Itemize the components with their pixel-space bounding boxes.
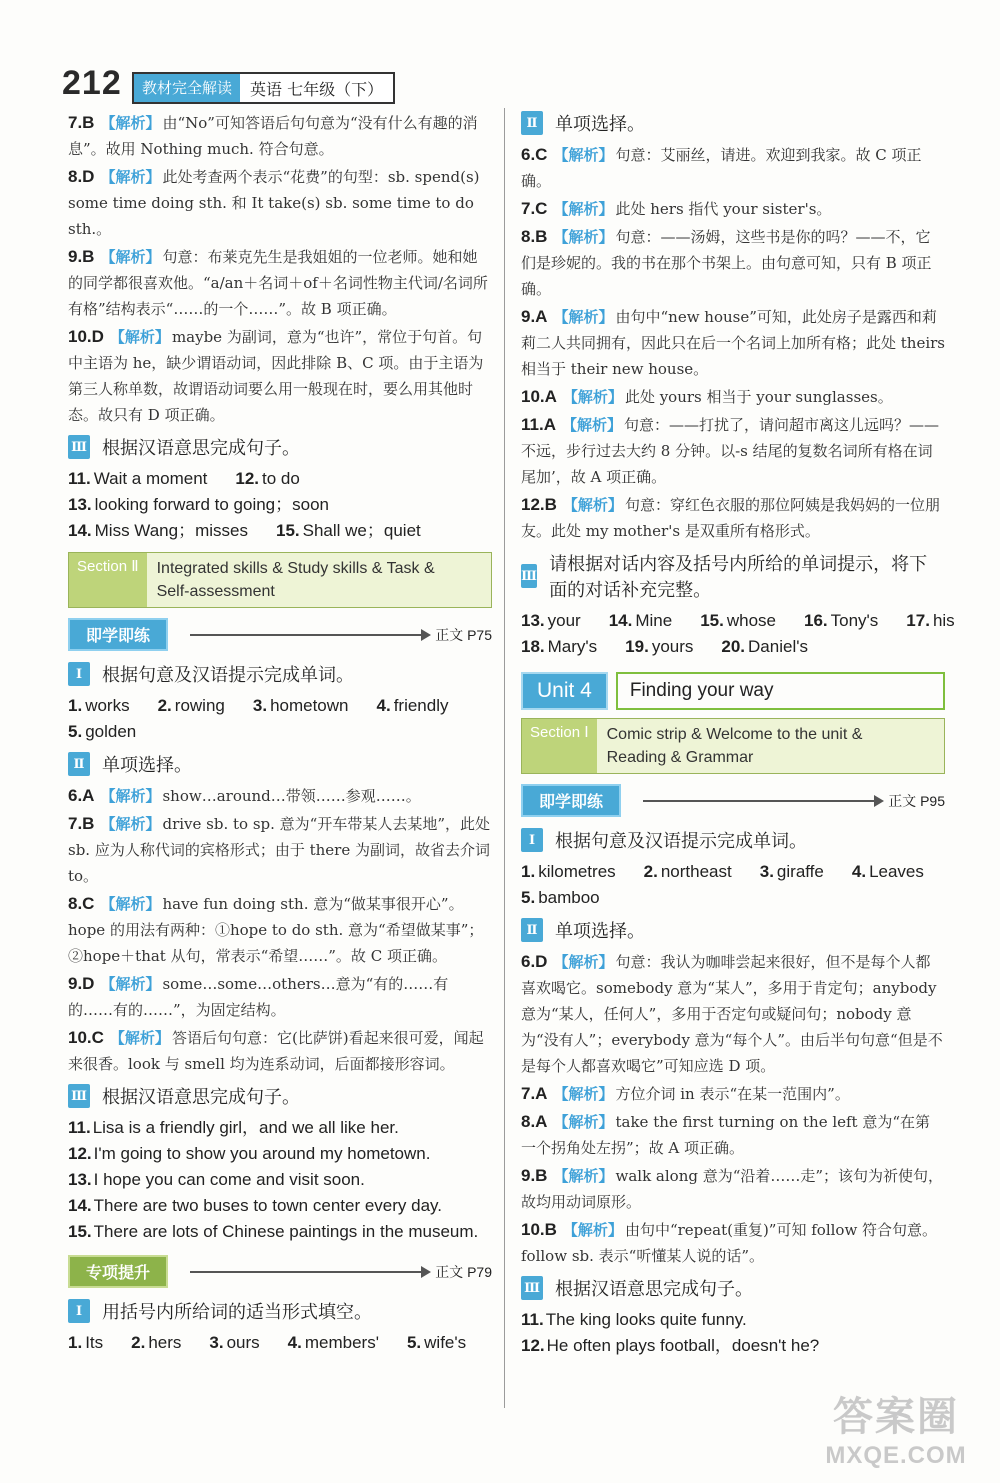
watermark-logo-text: 答案圈 (833, 1394, 959, 1440)
answer-sentence (68, 1141, 492, 1167)
analysis-tag: 【解析】 (100, 114, 161, 132)
list-item (521, 492, 945, 544)
answer-number: 13. (521, 611, 545, 630)
item-number: 11.A (521, 415, 556, 434)
item-number: 7.A (521, 1084, 548, 1103)
answer-number: 19. (625, 637, 649, 656)
section-heading (521, 917, 945, 943)
answer-number: 5. (521, 888, 536, 907)
answer-number: 15. (275, 521, 300, 540)
item-number: 9.B (521, 1166, 548, 1185)
list-item (68, 783, 492, 809)
answer-text: to do (262, 469, 300, 488)
practice-bar (68, 618, 492, 651)
practice-label: 即学即练 (68, 618, 168, 651)
answer-text: Leaves (869, 862, 924, 881)
item-text: maybe 为副词，意为“也许”，常位于句首。句中主语为 he，缺少谓语动词，因此排除 B、C 项。由于主语为第三人称单数，故谓语动词要么用一般现在时，要么用其他时态。故只有 D 项正确。 (68, 328, 484, 424)
analysis-tag: 【解析】 (100, 815, 161, 833)
answer-number: 1. (521, 862, 536, 881)
answer-sentence (68, 1193, 492, 1219)
answer-text: rowing (174, 696, 225, 715)
answer-text: hers (148, 1333, 182, 1352)
answer-number: 11. (68, 469, 91, 488)
analysis-tag: 【解析】 (100, 895, 161, 913)
item-number: 10.C (68, 1028, 104, 1047)
answer-text: wife's (424, 1333, 467, 1352)
item-text: 由“No”可知答语后句句意为“没有什么有趣的消息”。故用 Nothing much. 符合句意。 (68, 114, 478, 158)
item-number: 7.B (68, 113, 95, 132)
answer-row (68, 719, 492, 745)
item-number: 6.C (521, 145, 548, 164)
roman-numeral-badge: Ⅱ (521, 918, 543, 942)
item-text: 答语后句句意：它(比萨饼)看起来很可爱，闻起来很香。look 与 smell 均为连系动词，后面都接形容词。 (68, 1029, 484, 1073)
list-item (521, 304, 945, 382)
analysis-tag: 【解析】 (109, 328, 170, 346)
answer-text: kilometres (538, 862, 616, 881)
answer-text: Shall we；quiet (302, 521, 421, 540)
answer-text: Tony's (830, 611, 879, 630)
list-item (68, 891, 492, 969)
item-number: 9.B (68, 247, 95, 266)
roman-numeral-badge: Ⅱ (521, 111, 543, 135)
answer-text: members' (304, 1333, 379, 1352)
analysis-tag: 【解析】 (553, 1167, 614, 1185)
section-heading (68, 1083, 492, 1109)
item-number: 9.D (68, 974, 95, 993)
section-heading (521, 827, 945, 853)
analysis-tag: 【解析】 (100, 787, 161, 805)
answer-text: Daniel's (748, 637, 808, 656)
column-divider (504, 108, 505, 1408)
section-title: 根据句意及汉语提示完成单词。 (555, 831, 807, 852)
list-item (521, 412, 945, 490)
item-number: 7.C (521, 199, 548, 218)
item-text: 此处 hers 指代 your sister's。 (615, 200, 832, 218)
list-item (68, 971, 492, 1023)
watermark-domain: MXQE.COM (825, 1442, 967, 1469)
section-title: 单项选择。 (555, 114, 645, 135)
item-number: 8.A (521, 1112, 548, 1131)
answer-number: 4. (376, 696, 391, 715)
section-heading (521, 110, 945, 136)
unit-badge: Unit 4 (521, 672, 608, 710)
analysis-tag: 【解析】 (553, 146, 614, 164)
analysis-tag: 【解析】 (100, 975, 161, 993)
answer-number: 12. (235, 469, 260, 488)
answer-text: giraffe (776, 862, 824, 881)
roman-numeral-badge: Ⅱ (68, 752, 90, 776)
answer-number: 5. (406, 1333, 422, 1352)
arrow-icon (190, 1271, 429, 1273)
answer-text: There are two buses to town center every day. (93, 1196, 442, 1215)
arrow-icon (643, 800, 882, 802)
analysis-tag: 【解析】 (562, 496, 623, 514)
answer-text: works (85, 696, 130, 715)
answer-row (521, 634, 945, 660)
section-label: Section Ⅱ (69, 553, 147, 607)
item-text: 由句中“repeat(重复)”可知 follow 符合句意。follow sb. 表示“听懂某人说的话”。 (521, 1221, 938, 1265)
answer-number: 16. (804, 611, 828, 630)
answer-sentence (521, 1333, 945, 1359)
answer-row (68, 466, 492, 492)
answer-row (521, 859, 945, 885)
answer-number: 13. (68, 1170, 92, 1189)
answer-text: hometown (270, 696, 349, 715)
arrow-icon (190, 634, 429, 636)
item-number: 9.A (521, 307, 548, 326)
answer-text: Mine (635, 611, 673, 630)
subject-label: 英语 七年级（下） (240, 74, 393, 102)
answer-number: 2. (131, 1333, 146, 1352)
answer-sentence (68, 1115, 492, 1141)
answer-number: 14. (68, 1196, 92, 1215)
section-heading (68, 751, 492, 777)
section-heading (68, 661, 492, 687)
answer-text: his (932, 611, 955, 630)
list-item (68, 811, 492, 889)
unit-title: Finding your way (616, 672, 945, 710)
item-number: 10.A (521, 387, 557, 406)
item-number: 8.C (68, 894, 95, 913)
section-heading (521, 550, 945, 602)
page-reference: 正文 P75 (435, 626, 492, 643)
left-column (68, 110, 492, 1356)
answer-sentence (68, 1167, 492, 1193)
answer-number: 14. (608, 611, 633, 630)
answer-number: 12. (68, 1144, 92, 1163)
item-text: 由句中“new house”可知，此处房子是露西和莉莉二人共同拥有，因此只在后一个名词上加所有格；此处 theirs 相当于 their new house。 (521, 308, 946, 378)
section-topic-line: Reading & Grammar (606, 749, 754, 766)
answer-number: 3. (252, 696, 268, 715)
page-header (0, 0, 1000, 100)
section-label: Section Ⅰ (522, 719, 597, 773)
item-text: 句意：我认为咖啡尝起来很好，但不是每个人都喜欢喝它。somebody 意为“某人”，多用于肯定句；anybody 意为“某人，任何人”，多用于否定句或疑问句；nobody 意为“没有人”；everybody 意为“每个人”。由后半句句意“但是不是每个人都喜欢喝它”可知应选 D 项。 (521, 953, 943, 1075)
analysis-tag: 【解析】 (562, 1221, 623, 1239)
section-title: 单项选择。 (555, 921, 645, 942)
answer-number: 11. (68, 1118, 91, 1137)
site-watermark (806, 1385, 986, 1477)
practice-bar (68, 1255, 492, 1288)
item-text: take the first turning on the left 意为“在第一个拐角处左拐”；故 A 项正确。 (521, 1113, 931, 1157)
item-text: 此处考查两个表示“花费”的句型：sb. spend(s) some time doing sth. 和 It take(s) sb. some time to do sth.。 (68, 168, 480, 238)
list-item (521, 1217, 945, 1269)
section-topic-line: Integrated skills & Study skills & Task & (156, 560, 435, 577)
answer-number: 4. (851, 862, 867, 881)
answer-number: 3. (759, 862, 774, 881)
roman-numeral-badge: Ⅰ (521, 828, 543, 852)
section-heading (68, 434, 492, 460)
section-banner (521, 718, 945, 774)
list-item (521, 142, 945, 194)
item-text: 句意：穿红色衣服的那位阿姨是我妈妈的一位朋友。此处 my mother's 是双重所有格形式。 (521, 496, 940, 540)
item-number: 7.B (68, 814, 95, 833)
answer-number: 1. (68, 696, 83, 715)
page-reference: 正文 P79 (435, 1263, 492, 1280)
item-number: 8.B (521, 227, 548, 246)
list-item (68, 110, 492, 162)
list-item (521, 1109, 945, 1161)
answer-text: He often plays football，doesn't he? (546, 1336, 820, 1355)
list-item (521, 196, 945, 222)
answer-number: 12. (521, 1336, 545, 1355)
list-item (521, 1081, 945, 1107)
item-text: show…around…带领……参观……。 (162, 787, 421, 805)
series-label: 教材完全解读 (134, 74, 240, 102)
item-text: 句意：艾丽丝，请进。欢迎到我家。故 C 项正确。 (521, 146, 922, 190)
answer-text: Lisa is a friendly girl，and we all like her. (92, 1118, 399, 1137)
section-heading (521, 1275, 945, 1301)
answer-text: Miss Wang；misses (94, 521, 248, 540)
item-number: 6.A (68, 786, 95, 805)
answer-number: 18. (521, 637, 545, 656)
answer-number: 3. (209, 1333, 224, 1352)
roman-numeral-badge: Ⅰ (68, 1299, 90, 1323)
section-title: 根据汉语意思完成句子。 (102, 1087, 300, 1108)
roman-numeral-badge: Ⅲ (68, 435, 90, 459)
roman-numeral-badge: Ⅲ (68, 1084, 90, 1108)
item-text: drive sb. to sp. 意为“开车带某人去某地”，此处 sb. 应为人称代词的宾格形式；由于 there 为副词，故省去介词 to。 (68, 815, 491, 885)
answer-number: 13. (68, 495, 92, 514)
answer-number: 11. (521, 1310, 544, 1329)
roman-numeral-badge: Ⅰ (68, 662, 90, 686)
list-item (68, 1025, 492, 1077)
special-label: 专项提升 (68, 1255, 168, 1288)
list-item (521, 224, 945, 302)
item-text: 句意：——汤姆，这些书是你的吗？——不，它们是珍妮的。我的书在那个书架上。由句意可知，只有 B 项正确。 (521, 228, 932, 298)
list-item (68, 244, 492, 322)
answer-number: 2. (643, 862, 658, 881)
analysis-tag: 【解析】 (562, 388, 623, 406)
answer-text: your (547, 611, 581, 630)
answer-number: 20. (721, 637, 746, 656)
answer-text: looking forward to going；soon (94, 495, 330, 514)
analysis-tag: 【解析】 (561, 416, 622, 434)
answer-row (521, 608, 955, 634)
analysis-tag: 【解析】 (553, 308, 614, 326)
section-topics (597, 719, 873, 773)
practice-bar (521, 784, 945, 817)
section-banner (68, 552, 492, 608)
section-topic-line: Comic strip & Welcome to the unit & (606, 726, 863, 743)
unit-header (521, 672, 945, 710)
answer-row (68, 1330, 492, 1356)
answer-text: Wait a moment (93, 469, 208, 488)
analysis-tag: 【解析】 (100, 248, 161, 266)
answer-text: ours (226, 1333, 260, 1352)
answer-row (521, 885, 945, 911)
item-text: 句意：布莱克先生是我姐姐的一位老师。她和她的同学都很喜欢他。“a/an＋名词＋of＋名词性物主代词/名词所有格”结构表示“……的一个……”。故 B 项正确。 (68, 248, 488, 318)
practice-label: 即学即练 (521, 784, 621, 817)
section-title: 请根据对话内容及括号内所给的单词提示，将下面的对话补充完整。 (549, 554, 928, 601)
roman-numeral-badge: Ⅲ (521, 1276, 543, 1300)
answer-text: friendly (393, 696, 449, 715)
item-number: 10.D (68, 327, 104, 346)
answer-text: yours (651, 637, 694, 656)
item-text: 方位介词 in 表示“在某一范围内”。 (615, 1085, 850, 1103)
answer-text: bamboo (538, 888, 600, 907)
answer-number: 15. (700, 611, 724, 630)
answer-text: The king looks quite funny. (545, 1310, 747, 1329)
item-number: 6.D (521, 952, 548, 971)
section-title: 根据句意及汉语提示完成单词。 (102, 665, 354, 686)
list-item (521, 949, 945, 1079)
answer-number: 4. (287, 1333, 302, 1352)
answer-number: 17. (906, 611, 930, 630)
analysis-tag: 【解析】 (553, 1085, 614, 1103)
item-text: 此处 yours 相当于 your sunglasses。 (624, 388, 893, 406)
item-number: 8.D (68, 167, 95, 186)
answer-text: golden (85, 722, 137, 741)
answer-text: whose (726, 611, 776, 630)
analysis-tag: 【解析】 (553, 953, 614, 971)
item-number: 12.B (521, 495, 557, 514)
analysis-tag: 【解析】 (553, 1113, 614, 1131)
list-item (521, 384, 945, 410)
section-title: 根据汉语意思完成句子。 (102, 438, 300, 459)
answer-text: There are lots of Chinese paintings in the museum. (93, 1222, 479, 1241)
analysis-tag: 【解析】 (553, 200, 614, 218)
item-text: have fun doing sth. 意为“做某事很开心”。hope 的用法有两种：①hope to do sth. 意为“希望做某事”；②hope＋that 从句，常表示“希望……”。故 C 项正确。 (68, 895, 484, 965)
list-item (68, 164, 492, 242)
section-heading (68, 1298, 492, 1324)
left-items-top (68, 110, 492, 428)
answer-number: 5. (68, 722, 83, 741)
section-title: 单项选择。 (102, 755, 192, 776)
roman-numeral-badge: Ⅲ (521, 564, 537, 588)
page-reference: 正文 P95 (888, 792, 945, 809)
answer-row (68, 492, 492, 518)
answer-sentence (68, 1219, 492, 1245)
answer-text: I'm going to show you around my hometown. (93, 1144, 431, 1163)
answer-text: Its (85, 1333, 104, 1352)
analysis-tag: 【解析】 (100, 168, 161, 186)
list-item (521, 1163, 945, 1215)
item-text: some…some…others…意为“有的……有的……有的……”，为固定结构。 (68, 975, 449, 1019)
answer-text: I hope you can come and visit soon. (93, 1170, 365, 1189)
book-title-box (132, 72, 395, 104)
answer-number: 2. (157, 696, 172, 715)
section-topic-line: Self-assessment (156, 583, 275, 600)
answer-text: Mary's (547, 637, 598, 656)
analysis-tag: 【解析】 (553, 228, 614, 246)
item-text: walk along 意为“沿着……走”；该句为祈使句，故均用动词原形。 (521, 1167, 944, 1211)
item-number: 10.B (521, 1220, 557, 1239)
answer-row (68, 693, 492, 719)
answer-text: northeast (660, 862, 732, 881)
section-title: 根据汉语意思完成句子。 (555, 1279, 753, 1300)
answer-row (68, 518, 492, 544)
list-item (68, 324, 492, 428)
page-number: 212 (62, 64, 122, 102)
section-topics (147, 553, 445, 607)
item-text: 句意：——打扰了，请问超市离这儿远吗？——不远，步行过去大约 8 分钟。以-s 结尾的复数名词所有格在词尾加’，故 A 项正确。 (521, 416, 940, 486)
answer-number: 1. (68, 1333, 83, 1352)
right-column (521, 110, 955, 1359)
answer-number: 15. (68, 1222, 92, 1241)
analysis-tag: 【解析】 (109, 1029, 170, 1047)
section-title: 用括号内所给词的适当形式填空。 (102, 1302, 372, 1323)
answer-sentence (521, 1307, 945, 1333)
answer-number: 14. (68, 521, 92, 540)
